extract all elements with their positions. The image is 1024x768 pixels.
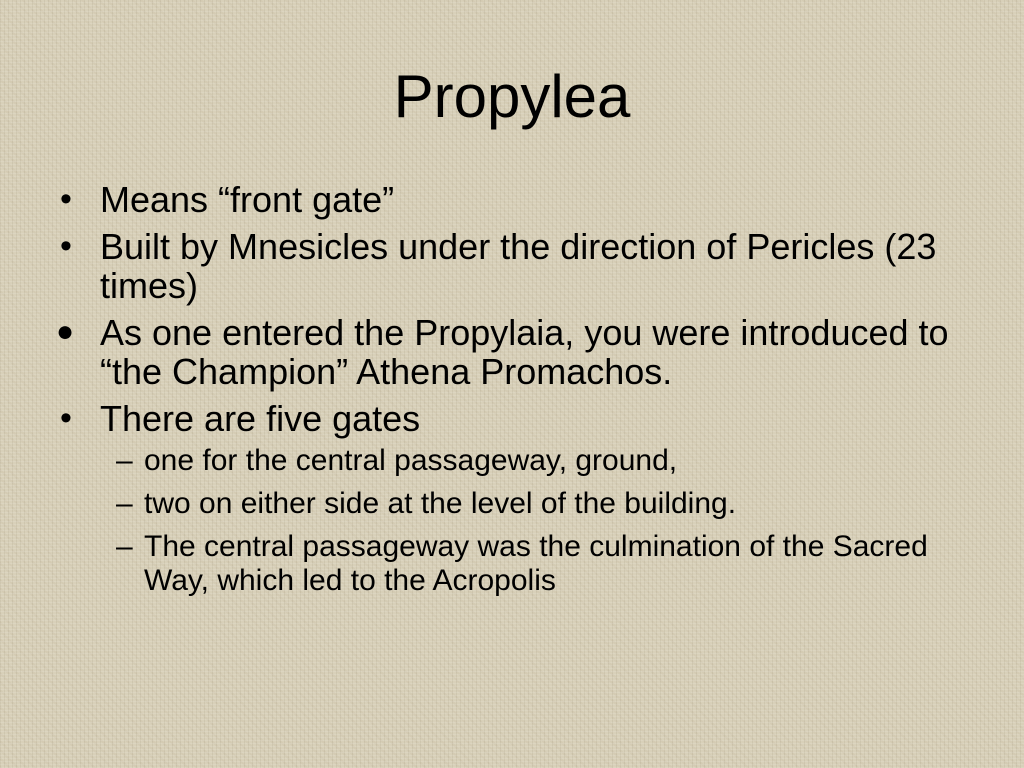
bullet-text: Built by Mnesicles under the direction of Pericles (23 times) — [100, 226, 937, 306]
sub-bullet-text: one for the central passageway, ground, — [144, 444, 678, 477]
bullet-marker: • — [60, 399, 72, 437]
slide-title: Propylea — [393, 63, 631, 130]
sub-bullet-list — [100, 444, 976, 598]
sub-bullet-item — [100, 444, 976, 478]
bullet-text: As one entered the Propylaia, you were introduced to “the Champion” Athena Promachos. — [100, 312, 949, 392]
bullet-marker: • — [60, 180, 72, 218]
bullet-text: Means “front gate” — [100, 179, 395, 220]
bullet-item — [56, 180, 976, 219]
sub-bullet-text: two on either side at the level of the building. — [144, 487, 737, 520]
sub-bullet-item — [100, 487, 976, 521]
bullet-item — [56, 313, 976, 391]
sub-bullet-marker: – — [116, 530, 133, 563]
bullet-list — [56, 180, 976, 607]
bullet-text: There are five gates — [100, 398, 421, 439]
bullet-item — [56, 227, 976, 305]
sub-bullet-item — [100, 530, 976, 598]
sub-bullet-marker: – — [116, 444, 133, 477]
sub-bullet-text: The central passageway was the culmination of the Sacred Way, which led to the Acropolis — [144, 530, 928, 597]
bullet-marker: ● — [56, 315, 75, 348]
bullet-item — [56, 399, 976, 598]
sub-bullet-marker: – — [116, 487, 133, 520]
bullet-marker: • — [60, 227, 72, 265]
